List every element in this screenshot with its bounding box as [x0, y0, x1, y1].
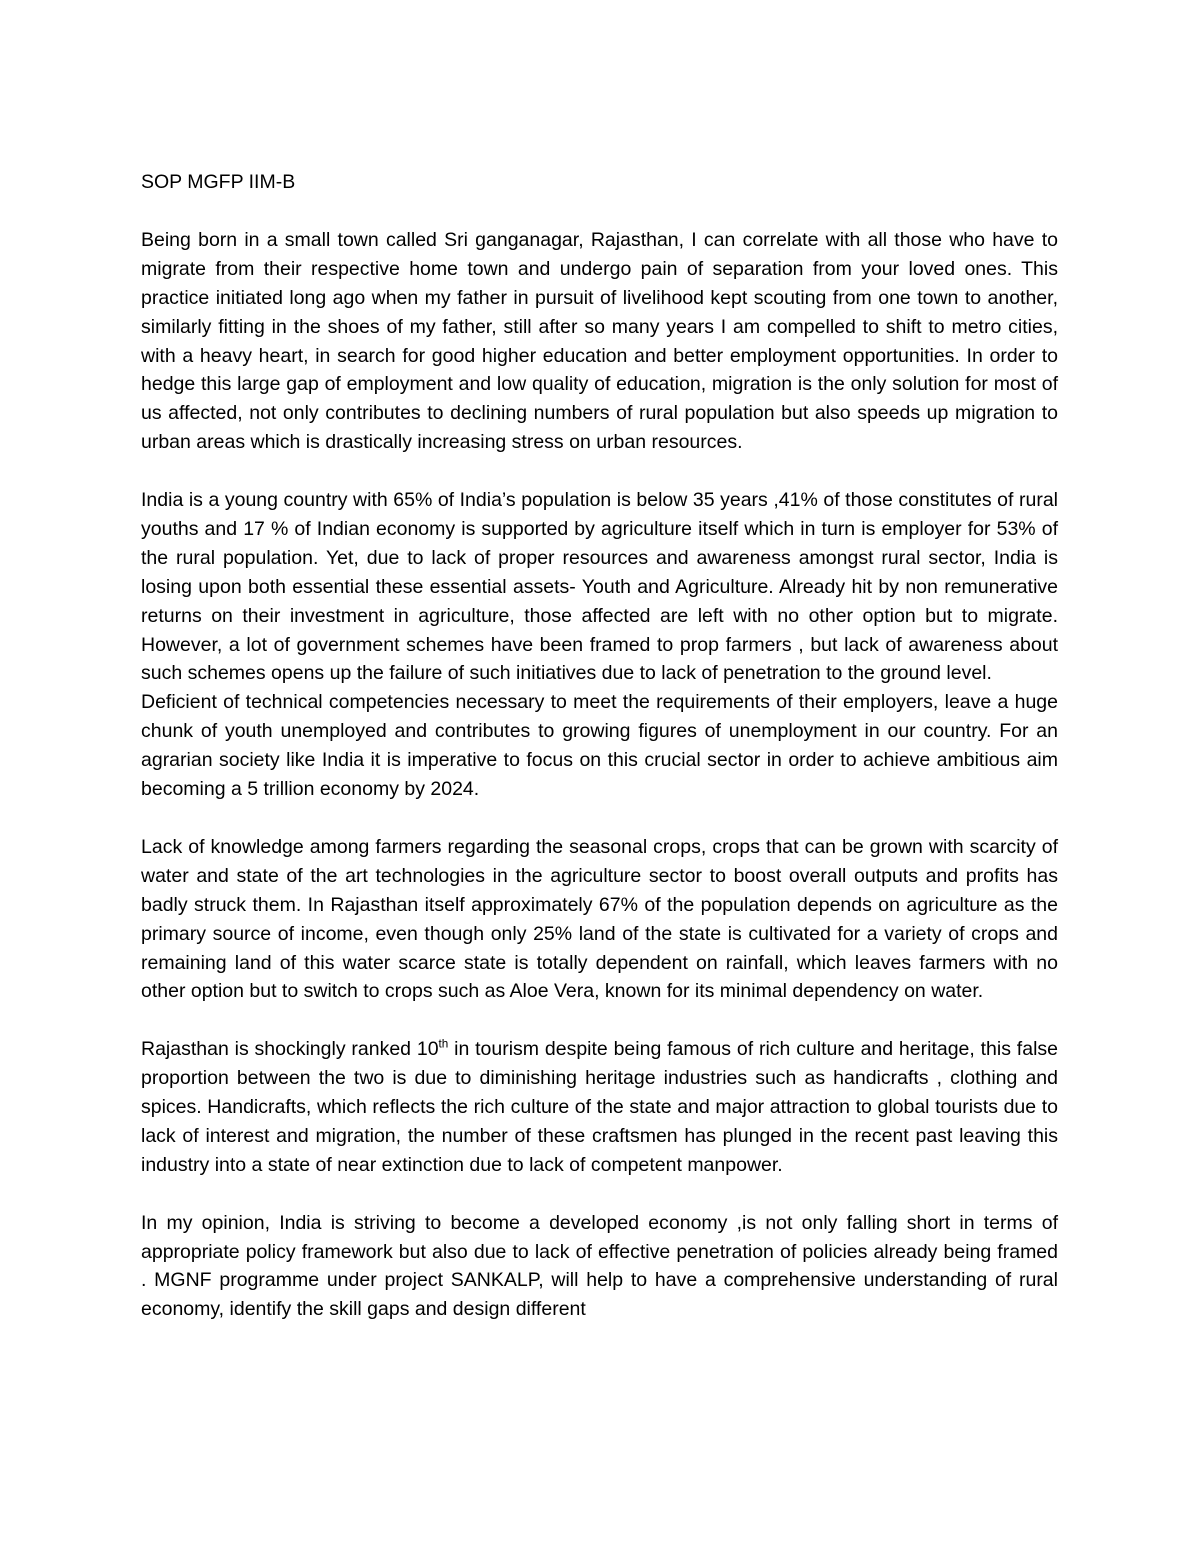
paragraph-1: Being born in a small town called Sri ganganagar, Rajasthan, I can correlate with all those who have to migrate from their respective home town and undergo pain of separation from your loved ones. This practice initiated long ago when my father in pursuit of livelihood kept scouting from one town to another, similarly fitting in the shoes of my father, still after so many years I am compelled to shift to metro cities, with a heavy heart, in search for good higher education and better employment opportunities. In order to hedge this large gap of employment and low quality of education, migration is the only solution for most of us affected, not only contributes to declining numbers of rural population but also speeds up migration to urban areas which is drastically increasing stress on urban resources.: [141, 228, 1058, 454]
paragraph-5: [141, 1035, 1058, 1180]
ordinal-suffix: th: [438, 1037, 449, 1051]
paragraph-4: Lack of knowledge among farmers regarding the seasonal crops, crops that can be grown with scarcity of water and state of the art technologies in the agriculture sector to boost overall outputs and profits has badly struck them. In Rajasthan itself approximately 67% of the population depends on agriculture as the primary source of income, even though only 25% land of the state is cultivated for a variety of crops and remaining land of this water scarce state is totally dependent on rainfall, which leaves farmers with no other option but to switch to crops such as Aloe Vera, known for its minimal dependency on water.: [141, 835, 1058, 1003]
document-title: SOP MGFP IIM-B: [141, 171, 296, 193]
paragraph-6: In my opinion, India is striving to become a developed economy ,is not only falling short in terms of appropriate policy framework but also due to lack of effective penetration of policies already being framed . MGNF programme under project SANKALP, will help to have a comprehensive understanding of rural economy, identify the skill gaps and design different: [141, 1211, 1058, 1321]
document-body: [141, 168, 1058, 1324]
paragraph-5-text-start: Rajasthan is shockingly ranked 10: [141, 1038, 439, 1061]
paragraph-2: India is a young country with 65% of India’s population is below 35 years ,41% of those constitutes of rural youths and 17 % of Indian economy is supported by agriculture itself which in turn is employer for 53% of the rural population. Yet, due to lack of proper resources and awareness amongst rural sector, India is losing upon both essential these essential assets- Youth and Agriculture. Already hit by non remunerative returns on their investment in agriculture, those affected are left with no other option but to migrate. However, a lot of government schemes have been framed to prop farmers , but lack of awareness about such schemes opens up the failure of such initiatives due to lack of penetration to the ground level.: [141, 489, 1058, 685]
paragraph-3: Deficient of technical competencies necessary to meet the requirements of their employers, leave a huge chunk of youth unemployed and contributes to growing figures of unemployment in our country. For an agrarian society like India it is imperative to focus on this crucial sector in order to achieve ambitious aim becoming a 5 trillion economy by 2024.: [141, 691, 1058, 801]
paragraph-5-text-end: in tourism despite being famous of rich culture and heritage, this false proportion between the two is due to diminishing heritage industries such as handicrafts , clothing and spices. Handicrafts, which reflects the rich culture of the state and major attraction to global tourists due to lack of interest and migration, the number of these craftsmen has plunged in the recent past leaving this industry into a state of near extinction due to lack of competent manpower.: [141, 1038, 1058, 1176]
